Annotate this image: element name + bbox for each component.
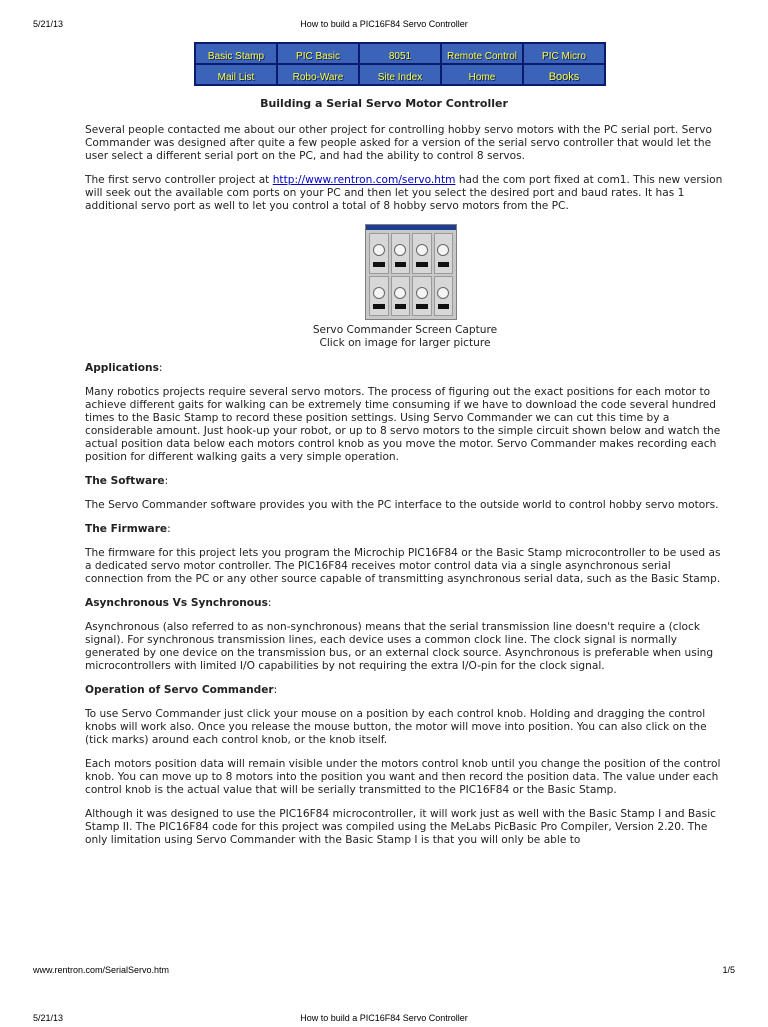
section-heading-software: The Software:: [85, 475, 169, 487]
position-readout: [416, 304, 428, 309]
heading-text: Applications: [85, 362, 159, 374]
section-heading-applications: Applications:: [85, 362, 163, 374]
section-heading-operation: Operation of Servo Commander:: [85, 684, 278, 696]
section-heading-firmware: The Firmware:: [85, 523, 171, 535]
nav-books[interactable]: Books: [548, 71, 580, 83]
async-paragraph: Asynchronous (also referred to as non-synchronous) means that the serial transmission line doesn't require a (clock signal). For synchronous transmission lines, each device uses a common clock line. The clock signal is normally generated by one device on the transmission bus, or an external clock source. Asynchronous is preferable when using microcontrollers with limited I/O capabilities by not requiring the extra I/O-pin for the clock signal.: [85, 621, 714, 672]
nav-cell: [523, 43, 605, 64]
screenshot-titlebar: [366, 225, 456, 230]
position-readout: [373, 304, 385, 309]
nav-robo-ware[interactable]: Robo-Ware: [292, 72, 344, 83]
page-number: 1/5: [722, 965, 735, 975]
servo-project-link[interactable]: http://www.rentron.com/servo.htm: [272, 174, 456, 186]
knob-panel: [434, 276, 454, 317]
figure-caption: Servo Commander Screen Capture: [312, 324, 498, 336]
nav-mail-list[interactable]: Mail List: [217, 72, 255, 83]
text-segment: had the com port fixed at com1. This new version will seek out the available com ports on your PC and then let you select the desired port and baud rates. It has 1 additional servo port as well to let you control a total of 8 hobby servo motors from the PC.: [85, 174, 723, 212]
screenshot-knob-grid: [369, 233, 453, 316]
knob-panel: [391, 233, 411, 274]
position-readout: [395, 262, 407, 267]
knob-panel: [412, 276, 432, 317]
nav-basic-stamp[interactable]: Basic Stamp: [207, 51, 265, 62]
text-segment: The first servo controller project at: [85, 174, 273, 186]
nav-cell: [195, 64, 277, 85]
site-nav: [194, 42, 606, 86]
knob-icon: [394, 244, 406, 256]
heading-text: Operation of Servo Commander: [85, 684, 274, 696]
position-readout: [395, 304, 407, 309]
heading-text: The Software: [85, 475, 165, 487]
figure-caption-hint: Click on image for larger picture: [319, 337, 491, 349]
nav-cell: [523, 64, 605, 85]
knob-panel: [412, 233, 432, 274]
nav-pic-basic[interactable]: PIC Basic: [296, 51, 340, 62]
print-header: [0, 19, 768, 33]
nav-cell: [277, 64, 359, 85]
knob-panel: [369, 276, 389, 317]
position-readout: [373, 262, 385, 267]
article-body: [85, 124, 725, 858]
first-project-paragraph: [85, 174, 725, 213]
screenshot-figure: [85, 224, 725, 350]
operation-paragraph: Although it was designed to use the PIC16F84 microcontroller, it will work just as well with the Basic Stamp I and Basic Stamp II. The PIC16F84 code for this project was compiled using the MeLabs PicBasic Pro Compiler, Version 2.20. The only limitation using Servo Commander with the Basic Stamp I is that you will only be able to: [85, 808, 716, 846]
knob-icon: [373, 287, 385, 299]
heading-text: Asynchronous Vs Synchronous: [85, 597, 268, 609]
position-readout: [438, 304, 450, 309]
position-readout: [416, 262, 428, 267]
firmware-paragraph: The firmware for this project lets you program the Microchip PIC16F84 or the Basic Stamp microcontroller to be used as a dedicated servo motor controller. The PIC16F84 receives motor control data via a single asynchronous serial connection from the PC or any other source capable of transmitting asynchronous serial data, such as the Basic Stamp.: [85, 547, 721, 585]
knob-icon: [416, 244, 428, 256]
heading-text: The Firmware: [85, 523, 168, 535]
applications-paragraph: Many robotics projects require several servo motors. The process of figuring out the exact positions for each motor to achieve different gaits for walking can be extremely time consuming if we have to download the code several hundred times to the Basic Stamp to record these position settings. Using Servo Commander we can cut this time by a considerable amount. Just hook-up your robot, or up to 8 servo motors to the simple circuit shown below and watch the actual position data below each motors control knob as you move the motor. Servo Commander makes recording each position for different walking gaits a very simple operation.: [85, 386, 721, 463]
position-readout: [438, 262, 450, 267]
nav-cell: [359, 64, 441, 85]
page-title: Building a Serial Servo Motor Controller: [260, 97, 508, 110]
intro-paragraph: Several people contacted me about our other project for controlling hobby servo motors with the PC serial port. Servo Commander was designed after quite a few people asked for a version of the serial servo controller that would let the user select a different serial port on the PC, and had the ability to control 8 servos.: [85, 124, 713, 162]
section-heading-async: Asynchronous Vs Synchronous:: [85, 597, 272, 609]
nav-cell: [195, 43, 277, 64]
knob-icon: [394, 287, 406, 299]
knob-panel: [369, 233, 389, 274]
print-page-title: How to build a PIC16F84 Servo Controller: [300, 1013, 468, 1023]
nav-8051[interactable]: 8051: [388, 51, 412, 62]
print-date: 5/21/13: [33, 19, 64, 29]
next-page-header: [0, 1013, 768, 1027]
operation-paragraph: To use Servo Commander just click your mouse on a position by each control knob. Holding and dragging the control knobs will work also. Once you release the mouse button, the motor will move into position. You can also click on the (tick marks) around each control knob, or the knob itself.: [85, 708, 707, 746]
knob-panel: [391, 276, 411, 317]
servo-commander-screenshot[interactable]: [365, 224, 457, 320]
software-paragraph: The Servo Commander software provides you with the PC interface to the outside world to control hobby servo motors.: [85, 499, 719, 511]
knob-icon: [437, 287, 449, 299]
nav-home[interactable]: Home: [468, 72, 496, 83]
nav-pic-micro[interactable]: PIC Micro: [542, 51, 586, 62]
knob-icon: [416, 287, 428, 299]
knob-icon: [437, 244, 449, 256]
nav-cell: [441, 43, 523, 64]
operation-paragraph: Each motors position data will remain visible under the motors control knob until you change the position of the control knob. You can move up to 8 motors into the position you want and then record the position data. The value under each control knob is the actual value that will be serially transmitted to the PIC16F84 or the Basic Stamp.: [85, 758, 721, 796]
nav-cell: [441, 64, 523, 85]
knob-panel: [434, 233, 454, 274]
nav-remote-control[interactable]: Remote Control: [446, 51, 518, 62]
nav-site-index[interactable]: Site Index: [377, 72, 423, 83]
print-date: 5/21/13: [33, 1013, 64, 1023]
nav-cell: [359, 43, 441, 64]
nav-cell: [277, 43, 359, 64]
print-footer: [0, 965, 768, 979]
knob-icon: [373, 244, 385, 256]
print-page-title: How to build a PIC16F84 Servo Controller: [300, 19, 468, 29]
print-url: www.rentron.com/SerialServo.htm: [33, 965, 170, 975]
